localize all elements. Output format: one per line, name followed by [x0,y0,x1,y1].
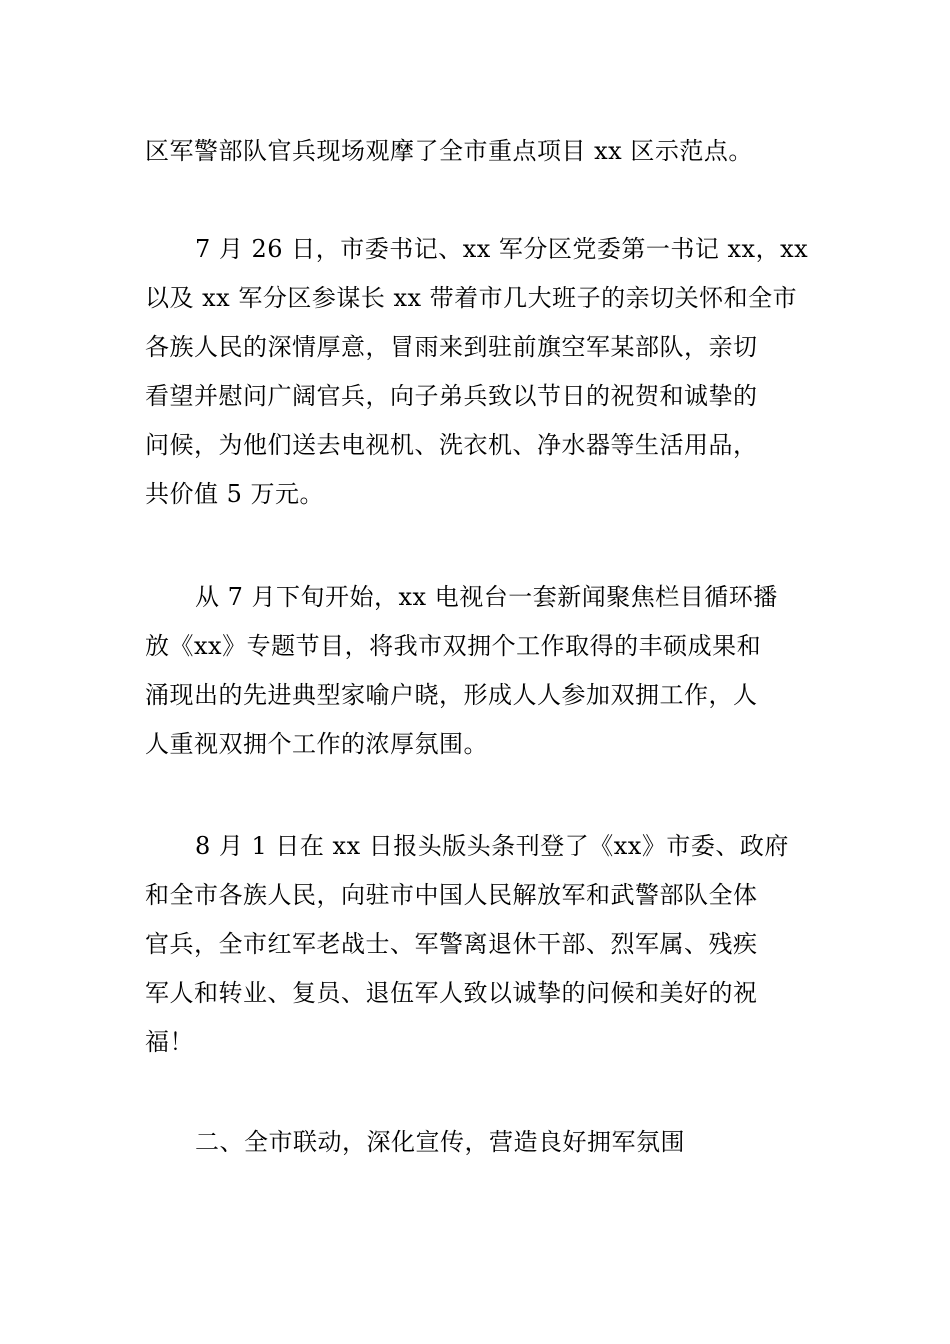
text-line: 涌现出的先进典型家喻户晓，形成人人参加双拥工作，人 [145,681,758,709]
text-line: 7 月 26 日，市委书记、xx 军分区党委第一书记 xx，xx [195,235,809,263]
text-line: 以及 xx 军分区参谋长 xx 带着市几大班子的亲切关怀和全市 [145,284,798,312]
heading-line: 二、全市联动，深化宣传，营造良好拥军氛围 [195,1128,685,1156]
text-line: 官兵，全市红军老战士、军警离退休干部、烈军属、残疾 [145,930,758,958]
text-line: 放《xx》专题节目，将我市双拥个工作取得的丰硕成果和 [145,632,762,660]
text-line: 福！ [145,1028,194,1056]
text-line: 区军警部队官兵现场观摩了全市重点项目 xx 区示范点。 [145,137,753,165]
text-line: 看望并慰问广阔官兵，向子弟兵致以节日的祝贺和诚挚的 [145,382,758,410]
section-heading [145,1118,807,1167]
text-line: 和全市各族人民，向驻市中国人民解放军和武警部队全体 [145,881,758,909]
text-line: 共价值 5 万元。 [145,480,325,508]
paragraph-aug-1 [145,822,807,1067]
paragraph-continuation [145,127,807,176]
text-line: 从 7 月下旬开始，xx 电视台一套新闻聚焦栏目循环播 [195,583,778,611]
text-line: 8 月 1 日在 xx 日报头版头条刊登了《xx》市委、政府 [195,832,789,860]
paragraph-july-26 [145,225,807,519]
text-line: 军人和转业、复员、退伍军人致以诚挚的问候和美好的祝 [145,979,758,1007]
text-line: 问候，为他们送去电视机、洗衣机、净水器等生活用品， [145,431,758,459]
paragraph-tv-program [145,573,807,769]
text-line: 人重视双拥个工作的浓厚氛围。 [145,730,488,758]
text-line: 各族人民的深情厚意，冒雨来到驻前旗空军某部队，亲切 [145,333,758,361]
